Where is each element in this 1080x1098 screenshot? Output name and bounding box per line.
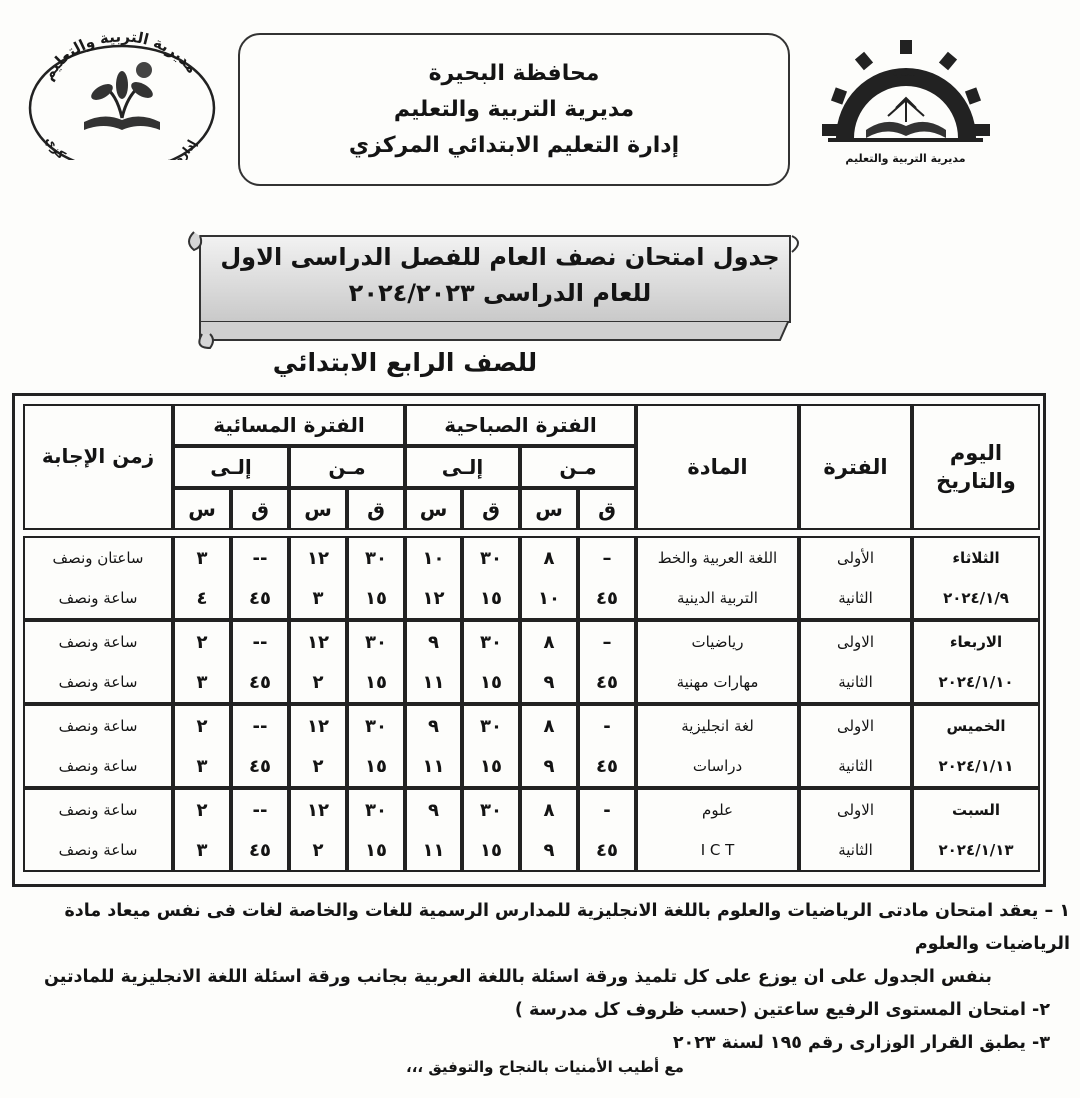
day-date-cell-first: الاربعاء bbox=[949, 633, 1003, 651]
time-cell-first: ٣٠ bbox=[480, 631, 502, 653]
subject-cell-first: علوم bbox=[702, 801, 733, 819]
note-2: ٢- امتحان المستوى الرفيع ساعتين (حسب ظروف كل مدرسة ) bbox=[514, 1000, 1050, 1020]
time-cell-first: ٢ bbox=[196, 715, 208, 737]
subject-cell-first: لغة انجليزية bbox=[681, 717, 754, 735]
subject-cell-second: التربية الدينية bbox=[677, 589, 758, 607]
time-cell bbox=[173, 704, 231, 788]
time-cell bbox=[289, 620, 347, 704]
period-cell bbox=[799, 620, 912, 704]
time-cell-first: ٣٠ bbox=[365, 547, 387, 569]
header-evening: الفترة المسائية bbox=[173, 404, 405, 446]
time-cell-first: ١٢ bbox=[307, 547, 329, 569]
time-cell-second: ٣ bbox=[312, 587, 324, 609]
banner-line-2: للعام الدراسى ٢٠٢٤/٢٠٢٣ bbox=[348, 279, 652, 307]
svg-text:إدارة التعليم الابتدائي المركز: إدارة ركزي bbox=[42, 133, 200, 160]
header-evening-to: إلـى bbox=[173, 446, 289, 488]
time-cell-first: ٣٠ bbox=[480, 799, 502, 821]
time-cell bbox=[289, 704, 347, 788]
time-cell bbox=[405, 704, 462, 788]
header-subject: المادة bbox=[636, 404, 799, 530]
header-e-to-min: ق bbox=[231, 488, 289, 530]
time-cell-second: ١٥ bbox=[480, 671, 502, 693]
svg-text:مديرية التربية والتعليم: مديرية التربية والتعليم bbox=[38, 30, 202, 84]
time-cell bbox=[578, 788, 636, 872]
time-cell-second: ١٥ bbox=[480, 755, 502, 777]
time-cell-first: ٢ bbox=[196, 631, 208, 653]
time-cell-first: ٩ bbox=[428, 631, 439, 653]
time-cell bbox=[520, 704, 578, 788]
header-answer-time: زمن الإجابة bbox=[23, 404, 173, 530]
day-date-cell-second: ٢٠٢٤/١/٩ bbox=[943, 589, 1009, 607]
time-cell-second: ١١ bbox=[422, 671, 445, 693]
time-cell-first: -- bbox=[252, 715, 268, 737]
time-cell-first: ٣٠ bbox=[365, 715, 387, 737]
time-cell bbox=[405, 536, 462, 620]
time-cell-second: ٣ bbox=[196, 755, 208, 777]
time-cell-second: ٣ bbox=[196, 671, 208, 693]
header-evening-from: مـن bbox=[289, 446, 405, 488]
time-cell-first: ٣٠ bbox=[480, 547, 502, 569]
period-cell-first: الاولى bbox=[836, 717, 875, 735]
time-cell bbox=[173, 620, 231, 704]
directorate-seal-logo bbox=[24, 30, 219, 160]
header-box bbox=[238, 33, 790, 186]
subject-cell-second: مهارات مهنية bbox=[676, 673, 759, 691]
time-cell bbox=[578, 620, 636, 704]
subject-cell bbox=[636, 704, 799, 788]
time-cell-second: ١٥ bbox=[365, 755, 387, 777]
time-cell-second: ١١ bbox=[422, 755, 445, 777]
time-cell-second: ١٥ bbox=[365, 587, 387, 609]
header-m-to-min: ق bbox=[462, 488, 520, 530]
time-cell bbox=[289, 788, 347, 872]
time-cell-first: ٩ bbox=[428, 715, 439, 737]
time-cell bbox=[578, 704, 636, 788]
time-cell-first: ٨ bbox=[543, 715, 555, 737]
time-cell bbox=[405, 788, 462, 872]
time-cell bbox=[347, 704, 405, 788]
time-cell bbox=[520, 620, 578, 704]
answer-time-cell-second: ساعة ونصف bbox=[58, 757, 138, 775]
time-cell-second: ٤٥ bbox=[249, 671, 271, 693]
answer-time-cell-second: ساعة ونصف bbox=[58, 589, 138, 607]
time-cell-first: ٨ bbox=[543, 547, 555, 569]
time-cell-second: ٣ bbox=[196, 839, 208, 861]
time-cell-second: ٤٥ bbox=[596, 587, 618, 609]
time-cell bbox=[231, 620, 289, 704]
subject-cell-first: رياضيات bbox=[691, 633, 744, 651]
time-cell bbox=[231, 704, 289, 788]
time-cell-second: ٤٥ bbox=[249, 755, 271, 777]
svg-text:البحيرة: البحيرة bbox=[892, 69, 920, 79]
subject-cell bbox=[636, 536, 799, 620]
header-e-from-min: ق bbox=[347, 488, 405, 530]
time-cell-second: ١٥ bbox=[480, 587, 502, 609]
answer-time-cell-second: ساعة ونصف bbox=[58, 673, 138, 691]
answer-time-cell-first: ساعتان ونصف bbox=[52, 549, 144, 567]
time-cell-second: ١٥ bbox=[365, 839, 387, 861]
day-date-cell-second: ٢٠٢٤/١/١٣ bbox=[938, 841, 1014, 859]
time-cell bbox=[578, 536, 636, 620]
note-1-cont: بنفس الجدول على ان يوزع على كل تلميذ ورقة اسئلة باللغة العربية بجانب ورقة اسئلة اللغة الانجليزية للمادتين bbox=[44, 967, 992, 987]
answer-time-cell-second: ساعة ونصف bbox=[58, 841, 138, 859]
time-cell-first: ١٢ bbox=[307, 715, 329, 737]
period-cell bbox=[799, 704, 912, 788]
time-cell-first: ١٢ bbox=[307, 631, 329, 653]
time-cell bbox=[173, 788, 231, 872]
day-date-cell-first: الخميس bbox=[946, 717, 1006, 735]
time-cell-first: ٢ bbox=[196, 799, 208, 821]
time-cell bbox=[231, 788, 289, 872]
administration-title: إدارة التعليم الابتدائي المركزي bbox=[348, 132, 680, 158]
time-cell bbox=[347, 536, 405, 620]
header-day-date: اليوم والتاريخ bbox=[912, 404, 1040, 530]
header-m-from-hour: س bbox=[520, 488, 578, 530]
period-cell-second: الثانية bbox=[838, 841, 873, 859]
time-cell-first: ٣٠ bbox=[480, 715, 502, 737]
time-cell-first: - bbox=[603, 715, 611, 737]
note-1: ١ – يعقد امتحان مادتى الرياضيات والعلوم باللغة الانجليزية للمدارس الرسمية للغات والخاصة لغات فى نفس ميعاد مادة الرياضيات والعلوم bbox=[64, 901, 1070, 954]
time-cell-first: -- bbox=[252, 547, 268, 569]
directorate-title: مديرية التربية والتعليم bbox=[393, 96, 635, 122]
time-cell-second: ٤٥ bbox=[596, 671, 618, 693]
time-cell bbox=[231, 536, 289, 620]
answer-time-cell-first: ساعة ونصف bbox=[58, 717, 138, 735]
header-period: الفترة bbox=[799, 404, 912, 530]
time-cell bbox=[520, 536, 578, 620]
time-cell-first: – bbox=[602, 547, 612, 569]
time-cell bbox=[173, 536, 231, 620]
time-cell-second: ٢ bbox=[312, 671, 324, 693]
time-cell-second: ٤٥ bbox=[596, 755, 618, 777]
time-cell-second: ٤٥ bbox=[596, 839, 618, 861]
time-cell bbox=[462, 536, 520, 620]
header-m-to-hour: س bbox=[405, 488, 462, 530]
time-cell-second: ٢ bbox=[312, 755, 324, 777]
time-cell-second: ١٥ bbox=[365, 671, 387, 693]
answer-time-cell-first: ساعة ونصف bbox=[58, 801, 138, 819]
answer-time-cell bbox=[23, 536, 173, 620]
subject-cell bbox=[636, 788, 799, 872]
subject-cell-second: I C T bbox=[700, 841, 735, 859]
time-cell-first: ٣ bbox=[196, 547, 208, 569]
closing-wish: مع أطيب الأمنيات بالنجاح والتوفيق ،،، bbox=[406, 1058, 684, 1076]
time-cell-second: ٢ bbox=[312, 839, 324, 861]
time-cell bbox=[289, 536, 347, 620]
time-cell bbox=[347, 620, 405, 704]
time-cell-second: ٩ bbox=[543, 671, 555, 693]
period-cell-second: الثانية bbox=[838, 589, 873, 607]
day-date-cell bbox=[912, 620, 1040, 704]
day-date-cell-second: ٢٠٢٤/١/١٠ bbox=[938, 673, 1014, 691]
time-cell-first: – bbox=[602, 631, 612, 653]
time-cell bbox=[462, 788, 520, 872]
time-cell-second: ٩ bbox=[543, 839, 555, 861]
period-cell bbox=[799, 788, 912, 872]
day-date-cell-first: السبت bbox=[951, 801, 1001, 819]
header-morning-from: مـن bbox=[520, 446, 636, 488]
time-cell-second: ١٥ bbox=[480, 839, 502, 861]
time-cell-second: ٤٥ bbox=[249, 587, 271, 609]
exam-schedule-table bbox=[12, 393, 1046, 887]
answer-time-cell-first: ساعة ونصف bbox=[58, 633, 138, 651]
time-cell-second: ٩ bbox=[543, 755, 555, 777]
day-date-cell bbox=[912, 536, 1040, 620]
header-e-from-hour: س bbox=[289, 488, 347, 530]
period-cell-second: الثانية bbox=[838, 673, 873, 691]
exam-schedule-title bbox=[210, 236, 790, 314]
time-cell-first: ٣٠ bbox=[365, 799, 387, 821]
time-cell-first: - bbox=[603, 799, 611, 821]
subject-cell-second: دراسات bbox=[692, 757, 743, 775]
banner-line-1: جدول امتحان نصف العام للفصل الدراسى الاول bbox=[220, 243, 780, 271]
time-cell bbox=[520, 788, 578, 872]
time-cell-second: ٤ bbox=[196, 587, 208, 609]
grade-title: للصف الرابع الابتدائي bbox=[272, 348, 538, 377]
time-cell bbox=[405, 620, 462, 704]
answer-time-cell bbox=[23, 620, 173, 704]
header-m-from-min: ق bbox=[578, 488, 636, 530]
period-cell bbox=[799, 536, 912, 620]
time-cell-first: ١٠ bbox=[422, 547, 445, 569]
governorate-title: محافظة البحيرة bbox=[428, 60, 600, 86]
time-cell-first: ٩ bbox=[428, 799, 439, 821]
period-cell-second: الثانية bbox=[838, 757, 873, 775]
day-date-cell bbox=[912, 788, 1040, 872]
header-morning-to: إلـى bbox=[405, 446, 520, 488]
header-morning: الفترة الصباحية bbox=[405, 404, 636, 446]
logo-caption: مديرية التربية والتعليم bbox=[845, 152, 966, 165]
time-cell-second: ١٠ bbox=[538, 587, 560, 609]
time-cell-first: -- bbox=[252, 631, 268, 653]
subject-cell-first: اللغة العربية والخط bbox=[657, 549, 778, 567]
note-3: ٣- يطبق القرار الوزارى رقم ١٩٥ لسنة ٢٠٢٣ bbox=[672, 1033, 1050, 1053]
time-cell-second: ١٢ bbox=[422, 587, 445, 609]
time-cell-first: ٨ bbox=[543, 799, 555, 821]
time-cell-second: ١١ bbox=[422, 839, 445, 861]
time-cell bbox=[462, 620, 520, 704]
gear-book-logo bbox=[818, 38, 993, 173]
time-cell bbox=[347, 788, 405, 872]
time-cell-first: -- bbox=[252, 799, 268, 821]
answer-time-cell bbox=[23, 704, 173, 788]
time-cell-first: ١٢ bbox=[307, 799, 329, 821]
period-cell-first: الاولى bbox=[836, 633, 875, 651]
time-cell bbox=[462, 704, 520, 788]
day-date-cell bbox=[912, 704, 1040, 788]
header-e-to-hour: س bbox=[173, 488, 231, 530]
day-date-cell-first: الثلاثاء bbox=[952, 549, 1000, 567]
period-cell-first: الأولى bbox=[836, 549, 875, 567]
answer-time-cell bbox=[23, 788, 173, 872]
time-cell-first: ٣٠ bbox=[365, 631, 387, 653]
day-date-cell-second: ٢٠٢٤/١/١١ bbox=[938, 757, 1014, 775]
notes bbox=[40, 895, 1070, 1060]
subject-cell bbox=[636, 620, 799, 704]
period-cell-first: الاولى bbox=[836, 801, 875, 819]
time-cell-first: ٨ bbox=[543, 631, 555, 653]
time-cell-second: ٤٥ bbox=[249, 839, 271, 861]
